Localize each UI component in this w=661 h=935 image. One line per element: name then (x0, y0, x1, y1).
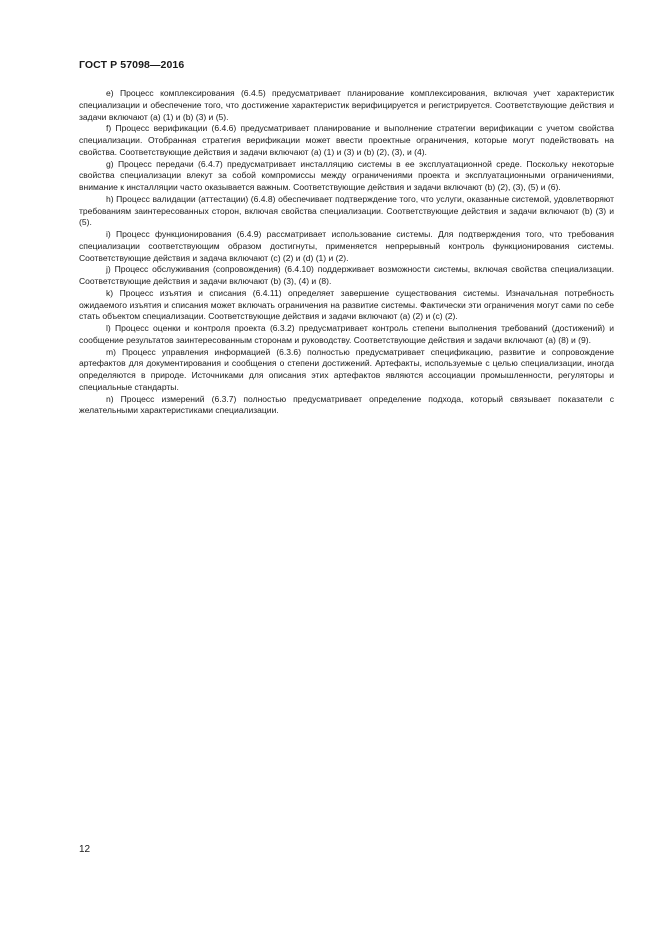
document-body (79, 88, 614, 417)
paragraph-h: h) Процесс валидации (аттестации) (6.4.8) обеспечивает подтверждение того, что услуги, оказанные системой, удовлетворяют требованиям заинтересованных сторон, включая свойства специализации. Соответствующие действия и задачи включают (b) (3) и (5). (79, 193, 614, 228)
paragraph-j: j) Процесс обслуживания (сопровождения) (6.4.10) поддерживает возможности системы, включая свойства специализации. Соответствующие действия и задачи включают (b) (3), (4) и (8). (79, 264, 614, 286)
paragraph-k: k) Процесс изъятия и списания (6.4.11) определяет завершение существования системы. Изначальная потребность ожидаемого изъятия и списания может включать ограничения на развитие системы. Фактически эти ограничения могут сами по себе стать объектом специализации. Соответствующие действия и задачи включают (a) (2) и (c) (2). (79, 287, 614, 322)
document-header: ГОСТ Р 57098—2016 (79, 59, 185, 71)
paragraph-n: n) Процесс измерений (6.3.7) полностью предусматривает определение подхода, который связывает показатели с желательными характеристиками специализации. (79, 393, 614, 416)
paragraph-g: g) Процесс передачи (6.4.7) предусматривает инсталляцию системы в ее эксплуатационной среде. Поскольку некоторые свойства специализации влекут за собой компромиссы между ограничениями проекта и эксплуатационными ограничениями, внимание к инсталляции часто оказывается важным. Соответствующие действия и задачи включают (b) (2), (3), (5) и (6). (79, 158, 614, 192)
paragraph-i: i) Процесс функционирования (6.4.9) рассматривает использование системы. Для подтверждения того, что требования специализации соответствующим образом достигнуты, применяется непрерывный контроль функционирования системы. Соответствующие действия и задача включают (c) (2) и (d) (1) и (2). (79, 229, 614, 263)
page-number: 12 (79, 844, 91, 855)
paragraph-l: l) Процесс оценки и контроля проекта (6.3.2) предусматривает контроль степени выполнения требований (достижений) и сообщение результатов заинтересованным сторонам и руководству. Соответствующие действия и задачи включают (a) (8) и (9). (79, 323, 614, 345)
paragraph-f: f) Процесс верификации (6.4.6) предусматривает планирование и выполнение стратегии верификации с учетом свойства специализации. Отобранная стратегия верификации может ввести проектные ограничения, которые могут подействовать на свойства. Соответствующие действия и задачи включают (a) (1) и (3) и (b) (2), (3), и (4). (79, 123, 614, 157)
paragraph-m: m) Процесс управления информацией (6.3.6) полностью предусматривает спецификацию, развитие и сопровождение артефактов для документирования и сообщения о степени достижений. Артефакты, используемые с целью специализации, иногда определяются в природе. Источниками для описания этих артефактов являются ассоциации промышленности, регуляторы и специальные стандарты. (79, 346, 614, 392)
paragraph-e: e) Процесс комплексирования (6.4.5) предусматривает планирование комплексирования, включая учет характеристик специализации и обеспечение того, что достижение характеристик верифицируется и регистрируется. Соответствующие действия и задачи включают (a) (1) и (b) (3) и (5). (79, 88, 614, 122)
